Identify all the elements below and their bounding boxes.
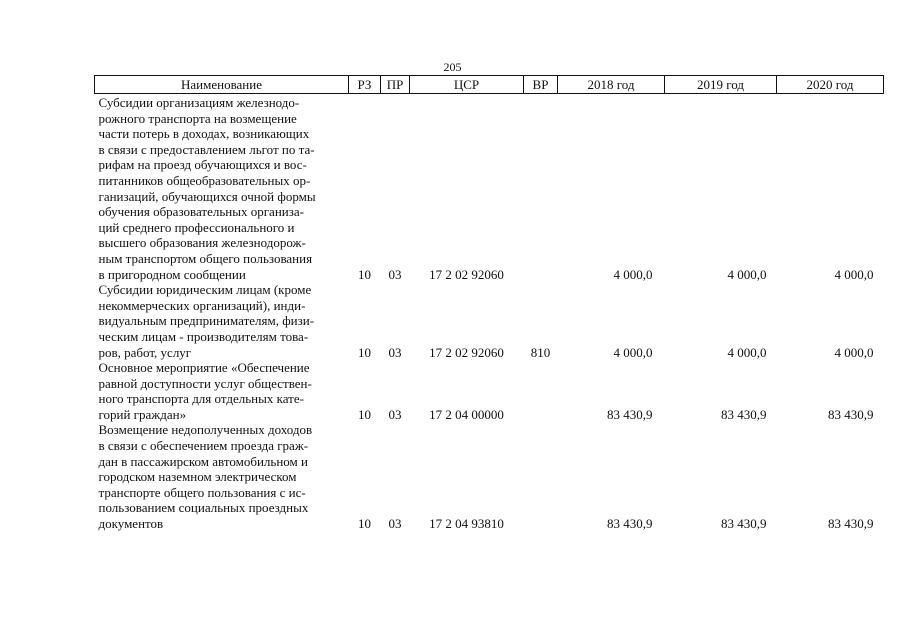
row-rz: 10 [358,516,371,532]
row-vr [524,360,558,422]
header-vr: ВР [524,76,558,94]
row-csr: 17 2 02 92060 [429,266,504,282]
row-amount-2018: 4 000,0 [613,266,653,282]
header-pr: ПР [381,76,410,94]
header-2019: 2019 год [665,76,777,94]
row-amount-2018: 4 000,0 [613,344,653,360]
row-vr: 810 [530,344,551,360]
header-csr: ЦСР [410,76,524,94]
table-row [95,360,884,422]
row-amount-2020: 83 430,9 [828,516,874,532]
header-rz: РЗ [349,76,381,94]
header-2020: 2020 год [777,76,884,94]
row-rz: 10 [358,344,371,360]
row-amount-2020: 83 430,9 [828,406,874,422]
row-amount-2019: 4 000,0 [727,266,767,282]
row-vr [524,94,558,283]
row-csr: 17 2 04 93810 [429,516,504,532]
row-amount-2018: 83 430,9 [607,516,653,532]
row-amount-2018: 83 430,9 [607,406,653,422]
row-name: Субсидии юридическим лицам (кроме некоммерческих организаций), инди- видуальным предпринимателям, физи- ческим лицам - производителям това- ров, работ, услуг [98,282,315,360]
page-number: 205 [443,60,462,74]
row-pr: 03 [388,406,402,422]
row-name: Основное мероприятие «Обеспечение равной доступности услуг обществен- ного транспорта для отдельных кате- горий граждан» [98,360,312,422]
table-header-row [95,76,884,94]
row-rz: 10 [358,266,371,282]
row-amount-2019: 83 430,9 [721,516,767,532]
row-pr: 03 [388,266,402,282]
row-name: Возмещение недополученных доходов в связи с обеспечением проезда граж- дан в пассажирском автомобильном и городском наземном электрическом транспорте общего пользования с ис- пользованием социальных проездных документов [98,422,313,532]
row-amount-2020: 4 000,0 [834,344,874,360]
table-row [95,94,884,283]
budget-table [94,75,884,532]
header-name: Наименование [95,76,349,94]
row-pr: 03 [388,516,402,532]
row-pr: 03 [388,344,402,360]
table-row [95,422,884,531]
row-rz: 10 [358,406,371,422]
row-csr: 17 2 04 00000 [429,406,504,422]
row-amount-2020: 4 000,0 [834,266,874,282]
table-row [95,282,884,360]
row-amount-2019: 83 430,9 [721,406,767,422]
header-2018: 2018 год [558,76,665,94]
row-name: Субсидии организациям железнодо- рожного транспорта на возмещение части потерь в доходах, возникающих в связи с предоставлением льгот по та- рифам на проезд обучающихся и вос- питанников общеобразовательных ор- ганизаций, обучающихся очной формы обучения образовательных организа- ций среднего профессионального и высшего образования железнодорож- ным транспортом общего пользования в пригородном сообщении [98,95,316,282]
row-csr: 17 2 02 92060 [429,344,504,360]
row-vr [524,422,558,531]
row-amount-2019: 4 000,0 [727,344,767,360]
